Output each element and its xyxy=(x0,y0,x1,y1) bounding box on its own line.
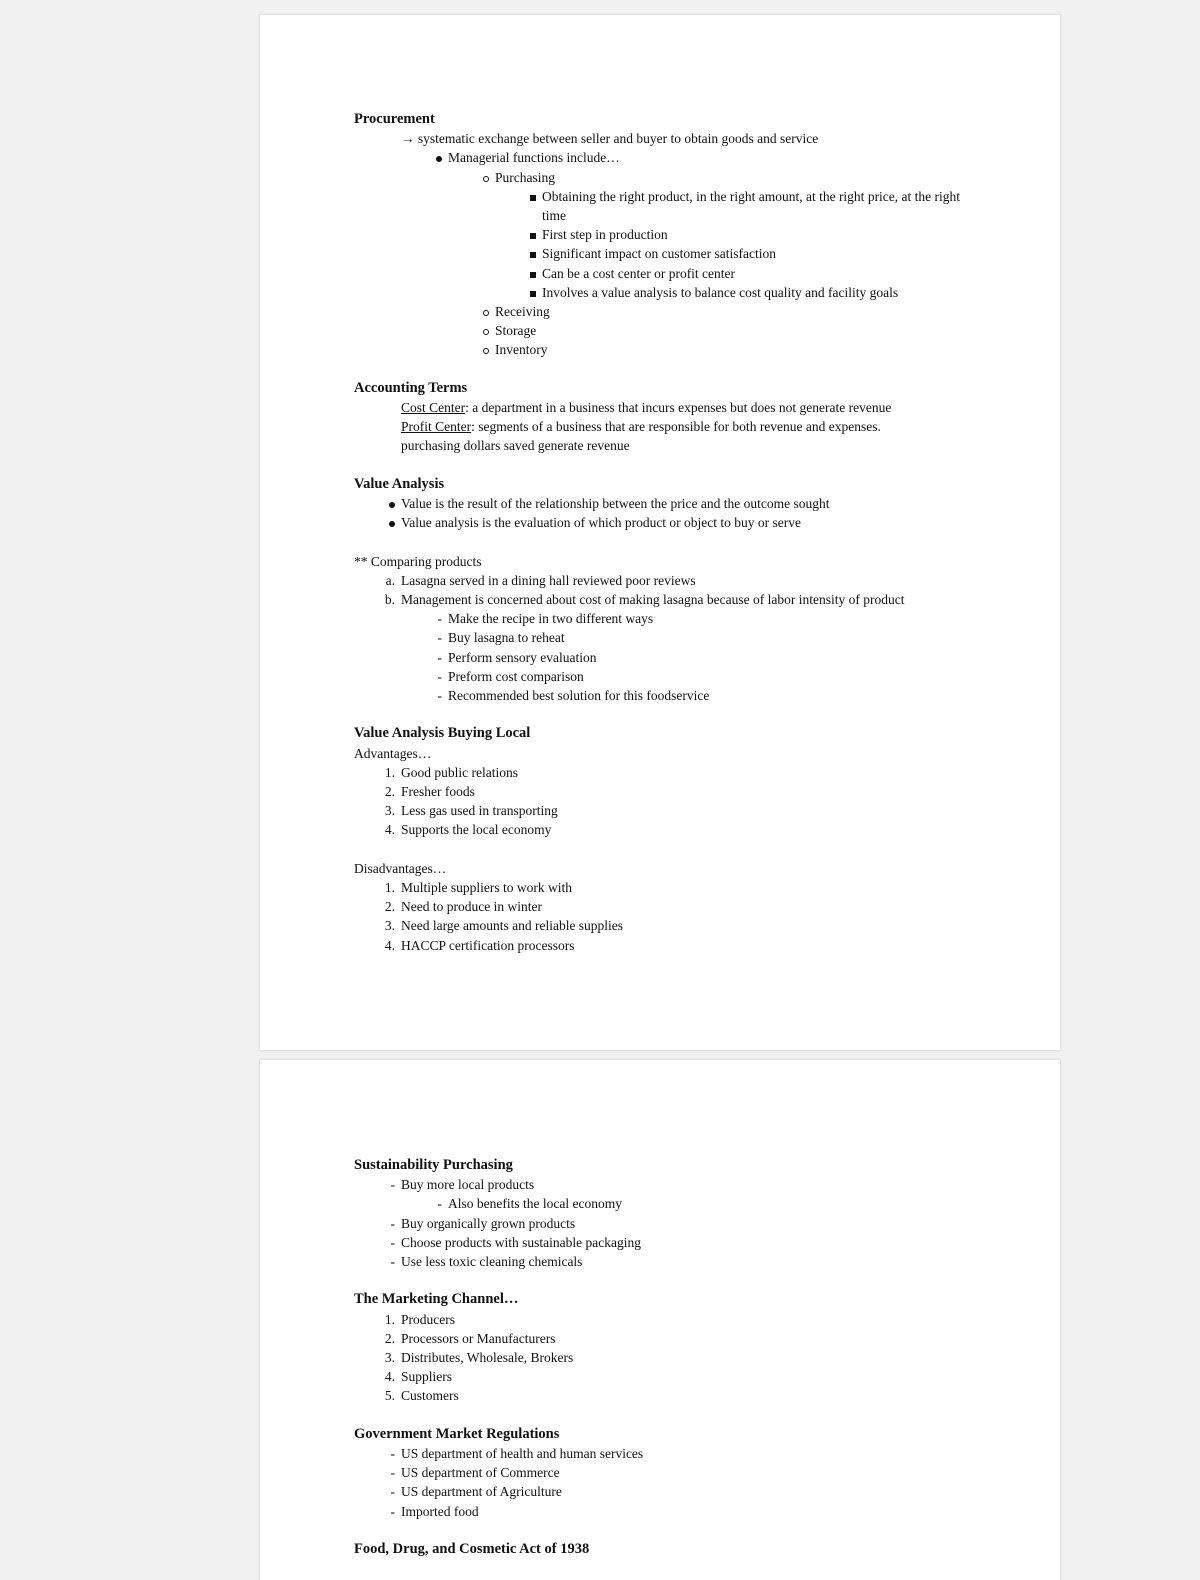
list-item xyxy=(354,1252,980,1271)
spacer xyxy=(354,532,980,551)
bullet-dot-icon xyxy=(377,513,395,532)
spacer xyxy=(354,840,980,859)
list-marker: - xyxy=(390,1254,395,1270)
government-regulations-heading: Government Market Regulations xyxy=(354,1425,560,1442)
list-marker: 2. xyxy=(384,899,395,915)
list-item xyxy=(354,609,980,628)
list-marker: - xyxy=(390,1503,395,1519)
comparing-products-intro: ** Comparing products xyxy=(354,553,482,569)
list-item-text: Inventory xyxy=(495,342,548,358)
list-item-text: Processors or Manufacturers xyxy=(401,1330,556,1346)
list-marker: 2. xyxy=(384,784,395,800)
list-item-text: Can be a cost center or profit center xyxy=(542,265,736,281)
cost-center-definition xyxy=(354,398,980,417)
list-item-text: Less gas used in transporting xyxy=(401,803,558,819)
list-item xyxy=(354,1233,980,1252)
cost-center-term: Cost Center xyxy=(401,400,466,416)
bullet-square-icon-shape xyxy=(530,291,536,297)
list-item-text: Buy lasagna to reheat xyxy=(448,630,565,646)
list-item xyxy=(354,1194,980,1213)
list-item-text: Value is the result of the relationship between the price and the outcome sought xyxy=(401,496,830,512)
spacer xyxy=(354,705,980,724)
bullet-square-icon-shape xyxy=(530,252,536,258)
page-2-content xyxy=(354,1156,980,1559)
list-marker: 1. xyxy=(384,764,395,780)
page-1-content xyxy=(354,110,980,955)
accounting-note: purchasing dollars saved generate revenue xyxy=(401,438,630,454)
list-item xyxy=(354,628,980,647)
list-marker: 1. xyxy=(384,1311,395,1327)
list-item-text: Good public relations xyxy=(401,764,518,780)
sustainability-heading: Sustainability Purchasing xyxy=(354,1157,513,1173)
list-marker: - xyxy=(390,1484,395,1500)
list-item-text: Customers xyxy=(401,1388,459,1404)
list-marker: - xyxy=(390,1446,395,1462)
spacer xyxy=(354,360,980,379)
list-marker: 1. xyxy=(384,880,395,896)
list-item xyxy=(354,686,980,705)
list-item-text: Obtaining the right product, in the right amount, at the right price, at the right time xyxy=(542,188,961,224)
profit-center-text: : segments of a business that are responsible for both revenue and expenses. xyxy=(471,419,881,435)
document-page-2 xyxy=(260,1060,1060,1580)
list-item-text: Suppliers xyxy=(401,1369,453,1385)
list-item-text: Need to produce in winter xyxy=(401,899,542,915)
list-item xyxy=(354,283,980,302)
list-item xyxy=(354,571,980,590)
profit-center-term: Profit Center xyxy=(401,419,472,435)
list-item xyxy=(354,148,980,167)
list-item-text: Distributes, Wholesale, Brokers xyxy=(401,1350,574,1366)
list-item xyxy=(354,1329,980,1348)
list-marker: 5. xyxy=(384,1388,395,1404)
list-item xyxy=(354,1386,980,1405)
list-item xyxy=(354,667,980,686)
list-item-text: Make the recipe in two different ways xyxy=(448,611,654,627)
list-item-text: Lasagna served in a dining hall reviewed poor reviews xyxy=(401,572,696,588)
list-item-text: Fresher foods xyxy=(401,784,475,800)
bullet-square-icon xyxy=(518,264,536,283)
buying-local-heading: Value Analysis Buying Local xyxy=(354,725,531,742)
list-item-text: Use less toxic cleaning chemicals xyxy=(401,1254,583,1270)
list-item-text: Recommended best solution for this foodservice xyxy=(448,688,710,704)
list-item-text: Producers xyxy=(401,1311,455,1327)
list-marker: 3. xyxy=(384,1350,395,1366)
spacer xyxy=(354,1406,980,1425)
bullet-dot-icon xyxy=(377,494,395,513)
list-marker: - xyxy=(437,649,442,665)
list-item xyxy=(354,1214,980,1233)
list-item-text: Also benefits the local economy xyxy=(448,1196,622,1212)
list-item-text: Value analysis is the evaluation of which product or object to buy or serve xyxy=(401,515,802,531)
bullet-circle-icon-shape xyxy=(483,348,489,354)
list-item-text: Imported food xyxy=(401,1503,479,1519)
list-marker: - xyxy=(437,688,442,704)
list-item xyxy=(354,782,980,801)
list-item-text: Need large amounts and reliable supplies xyxy=(401,918,624,934)
cost-center-text: : a department in a business that incurs expenses but does not generate revenue xyxy=(465,400,892,416)
list-marker: - xyxy=(437,1196,442,1212)
list-item-text: Preform cost comparison xyxy=(448,668,584,684)
value-analysis-heading: Value Analysis xyxy=(354,475,445,492)
list-marker: - xyxy=(390,1234,395,1250)
list-item xyxy=(354,264,980,283)
list-item xyxy=(354,494,980,513)
bullet-square-icon xyxy=(518,283,536,302)
spacer xyxy=(354,1521,980,1540)
bullet-square-icon xyxy=(518,225,536,244)
disadvantages-label: Disadvantages… xyxy=(354,860,447,876)
fdca-heading: Food, Drug, and Cosmetic Act of 1938 xyxy=(354,1541,590,1558)
list-item-text: Purchasing xyxy=(495,169,555,185)
bullet-circle-icon-shape xyxy=(483,310,489,316)
list-marker: - xyxy=(390,1177,395,1193)
bullet-square-icon-shape xyxy=(530,195,536,201)
list-marker: - xyxy=(437,668,442,684)
list-item-text: HACCP certification processors xyxy=(401,937,575,953)
list-item xyxy=(354,1367,980,1386)
list-marker: - xyxy=(437,611,442,627)
list-marker: - xyxy=(437,630,442,646)
list-marker: - xyxy=(390,1465,395,1481)
spacer xyxy=(354,456,980,475)
list-item xyxy=(354,321,980,340)
list-item xyxy=(354,1502,980,1521)
list-item xyxy=(354,878,980,897)
bullet-circle-icon xyxy=(471,321,489,340)
list-item-text: US department of Agriculture xyxy=(401,1484,562,1500)
list-item-text: Buy organically grown products xyxy=(401,1215,576,1231)
bullet-dot-icon-shape xyxy=(436,156,442,162)
list-marker: - xyxy=(390,1215,395,1231)
list-item xyxy=(354,1310,980,1329)
list-item-text: Involves a value analysis to balance cost quality and facility goals xyxy=(542,284,899,300)
bullet-square-icon-shape xyxy=(530,233,536,239)
list-item-text: Buy more local products xyxy=(401,1177,535,1193)
advantages-label: Advantages… xyxy=(354,745,432,761)
list-item xyxy=(354,513,980,532)
bullet-dot-icon xyxy=(424,148,442,167)
list-item xyxy=(354,244,980,263)
list-item-text: First step in production xyxy=(542,227,668,243)
list-item xyxy=(354,168,980,187)
list-item xyxy=(354,1482,980,1501)
list-item xyxy=(354,916,980,935)
list-marker: 3. xyxy=(384,803,395,819)
bullet-circle-icon xyxy=(471,340,489,359)
list-item-text: Storage xyxy=(495,323,537,339)
bullet-dot-icon-shape xyxy=(389,521,395,527)
list-item xyxy=(354,225,980,244)
list-item xyxy=(354,302,980,321)
list-marker: 4. xyxy=(384,822,395,838)
document-page-1 xyxy=(260,15,1060,1050)
bullet-square-icon xyxy=(518,187,536,206)
list-marker: a. xyxy=(385,572,395,588)
list-item-text: Choose products with sustainable packaging xyxy=(401,1234,641,1250)
list-item xyxy=(354,936,980,955)
list-item-text: Multiple suppliers to work with xyxy=(401,880,572,896)
list-item xyxy=(354,1348,980,1367)
list-item-text: US department of Commerce xyxy=(401,1465,560,1481)
list-item xyxy=(354,187,980,225)
accounting-heading: Accounting Terms xyxy=(354,379,468,396)
procurement-definition: → systematic exchange between seller and buyer to obtain goods and service xyxy=(401,131,819,147)
list-item-text: Management is concerned about cost of making lasagna because of labor intensity of product xyxy=(401,592,905,608)
profit-center-definition xyxy=(354,417,980,436)
list-item-text: Perform sensory evaluation xyxy=(448,649,597,665)
list-marker: 3. xyxy=(384,918,395,934)
list-item xyxy=(354,648,980,667)
list-marker: 4. xyxy=(384,1369,395,1385)
list-item xyxy=(354,1444,980,1463)
marketing-channel-heading: The Marketing Channel… xyxy=(354,1291,519,1308)
bullet-circle-icon xyxy=(471,168,489,187)
list-item xyxy=(354,340,980,359)
list-item xyxy=(354,1463,980,1482)
list-marker: b. xyxy=(384,592,395,608)
procurement-heading: Procurement xyxy=(354,111,435,127)
list-item xyxy=(354,820,980,839)
list-item xyxy=(354,590,980,609)
bullet-circle-icon-shape xyxy=(483,329,489,335)
spacer xyxy=(354,1271,980,1290)
bullet-dot-icon-shape xyxy=(389,502,395,508)
list-item xyxy=(354,801,980,820)
list-item-text: Significant impact on customer satisfaction xyxy=(542,246,776,262)
list-item xyxy=(354,897,980,916)
bullet-square-icon xyxy=(518,244,536,263)
list-item xyxy=(354,1175,980,1194)
list-item-text: US department of health and human services xyxy=(401,1446,644,1462)
bullet-square-icon-shape xyxy=(530,272,536,278)
list-item-text: Receiving xyxy=(495,304,550,320)
list-item-text: Managerial functions include… xyxy=(448,150,620,166)
bullet-circle-icon-shape xyxy=(483,176,489,182)
list-marker: 4. xyxy=(384,937,395,953)
list-marker: 2. xyxy=(384,1330,395,1346)
list-item xyxy=(354,763,980,782)
list-item-text: Supports the local economy xyxy=(401,822,552,838)
bullet-circle-icon xyxy=(471,302,489,321)
